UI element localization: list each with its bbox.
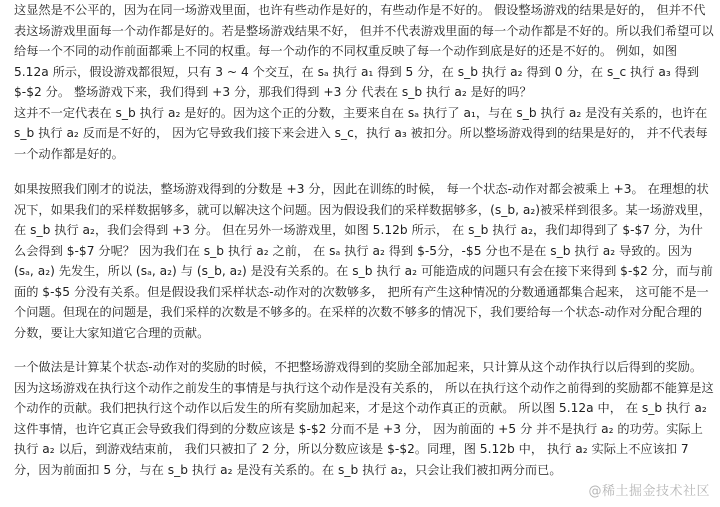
site-watermark: @稀土掘金技术社区 — [588, 484, 710, 499]
paragraph-spacer — [14, 164, 714, 179]
paragraph-spacer — [14, 343, 714, 357]
paragraph-sampling-argument: 如果按照我们刚才的说法，整场游戏得到的分数是 +3 分，因此在训练的时候， 每一个状态-动作对都会被乘上 +3。 在理想的状况下，如果我们的采样数据够多，就可以解决这个问题。因为假设我们的采样数据够多，(s_b, a₂)被采样到很多。某一场游戏里，在 s_b 执行 a₂，我们会得到 +3 分。 但在另外一场游戏里，如图 5.12b 所示， 在 s_b 执行 a₂，我们却得到了 $-$7 分，为什么会得到 $-$7 分呢？ 因为我们在 s_b 执行 a₂ 之前， 在 sₐ 执行 a₂ 得到 $-5分，-$5 分也不是在 s_b 执行 a₂ 导致的。因为 (sₐ, a₂) 先发生，所以 (sₐ, a₂) 与 (s_b, a₂) 是没有关系的。在 s_b 执行 a₂ 可能造成的问题只有会在接下来得到 $-$2 分，而与前面的 $-$5 分没有关系。但是假设我们采样状态-动作对的次数够多， 把所有产生这种情况的分数通通都集合起来， 这可能不是一个问题。但现在的问题是，我们采样的次数是不够多的。在采样的次数不够多的情况下，我们要给每一个状态-动作对分配合理的分数，要让大家知道它合理的贡献。 — [14, 182, 713, 340]
paragraph-not-necessarily-good: 这并不一定代表在 s_b 执行 a₂ 是好的。因为这个正的分数，主要来自在 sₐ 执行了 a₁，与在 s_b 执行 a₂ 是没有关系的，也许在 s_b 执行 a₂ 反而是不好的， 因为它导致我们接下来会进入 s_c，执行 a₃ 被扣分。所以整场游戏得到的结果是好的， 并不代表每一个动作都是好的。 — [14, 105, 708, 161]
document-body — [14, 0, 714, 480]
paragraph-reward-after-action: 一个做法是计算某个状态-动作对的奖励的时候，不把整场游戏得到的奖励全部加起来，只计算从这个动作执行以后得到的奖励。因为这场游戏在执行这个动作之前发生的事情是与执行这个动作是没有关系的， 所以在执行这个动作之前得到的奖励都不能算是这个动作的贡献。我们把执行这个动作以后发生的所有奖励加起来，才是这个动作真正的贡献。 所以图 5.12a 中， 在 s_b 执行 a₂ 这件事情，也许它真正会导致我们得到的分数应该是 $-$2 分而不是 +3 分， 因为前面的 +5 分 并不是执行 a₂ 的功劳。实际上执行 a₂ 以后，到游戏结束前， 我们只被扣了 2 分，所以分数应该是 $-$2。同理，图 5.12b 中， 执行 a₂ 实际上不应该扣 7 分，因为前面扣 5 分，与在 s_b 执行 a₂ 是没有关系的。在 s_b 执行 a₂，只会让我们被扣两分而已。 — [14, 360, 714, 477]
paragraph-unfair-weighting: 这显然是不公平的，因为在同一场游戏里面，也许有些动作是好的，有些动作是不好的。 假设整场游戏的结果是好的， 但并不代表这场游戏里面每一个动作都是好的。若是整场游戏结果不好， 但并不代表游戏里面的每一个动作都是不好的。所以我们希望可以给每一个不同的动作前面都乘上不同的权重。每一个动作的不同权重反映了每一个动作到底是好的还是不好的。 例如，如图 5.12a 所示，假设游戏都很短，只有 3 ~ 4 个交互，在 sₐ 执行 a₁ 得到 5 分，在 s_b 执行 a₂ 得到 0 分，在 s_c 执行 a₃ 得到 $-$2 分。 整场游戏下来，我们得到 +3 分，那我们得到 +3 分 代表在 s_b 执行 a₂ 是好的吗？ — [14, 3, 714, 99]
